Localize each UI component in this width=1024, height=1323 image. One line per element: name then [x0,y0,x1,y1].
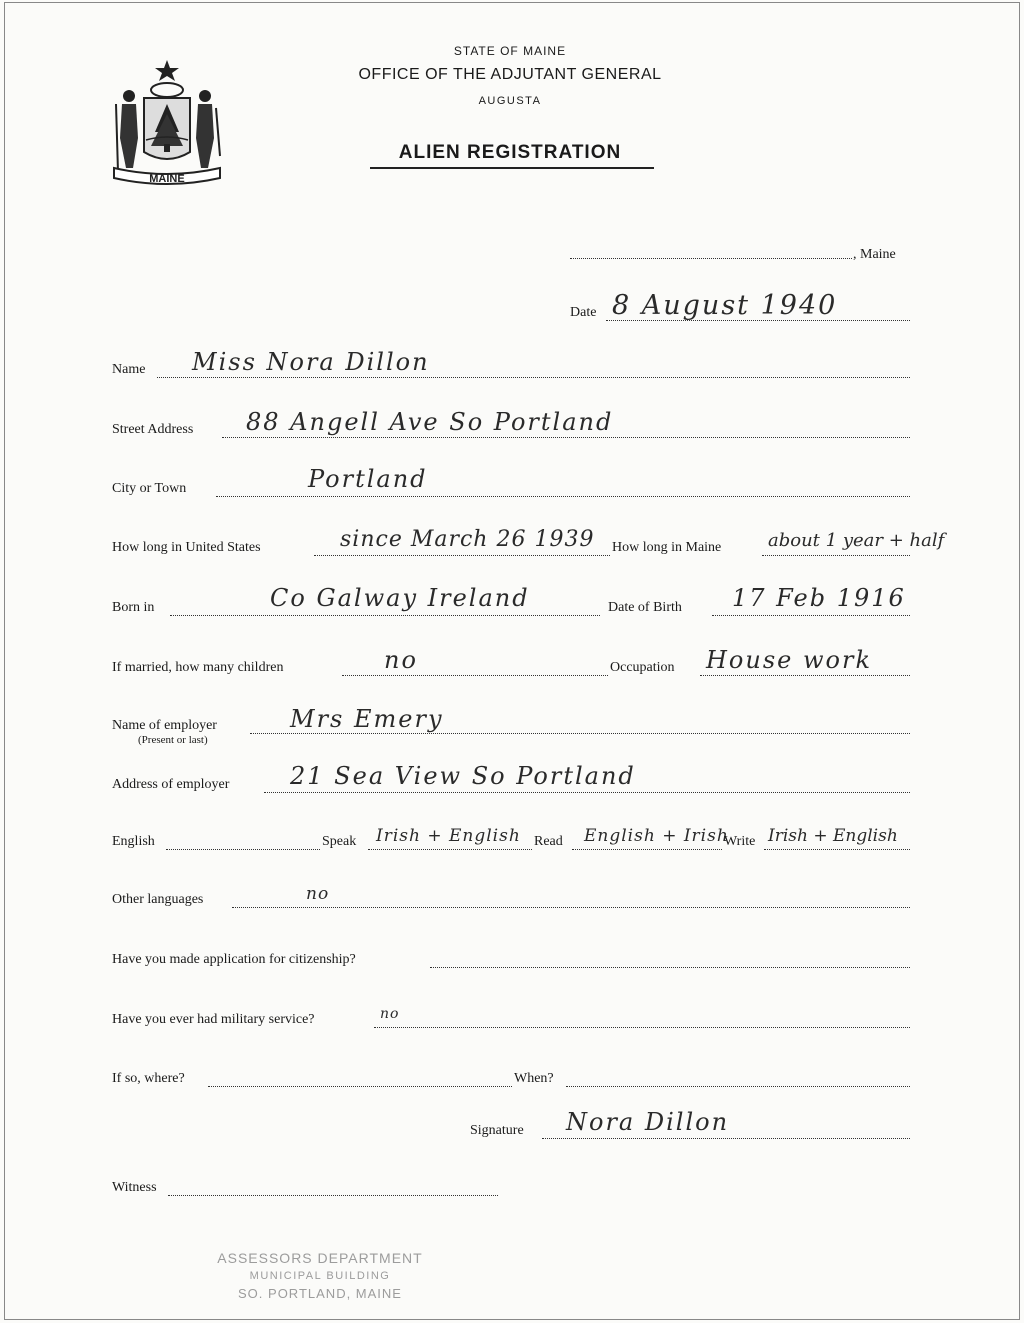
street-address-field[interactable] [222,437,910,438]
employer-name-field[interactable] [250,733,910,734]
date-label: Date [570,305,597,320]
other-languages-value: no [306,884,330,904]
stamp-building: MUNICIPAL BUILDING [249,1270,391,1282]
street-address-label: Street Address [112,422,194,437]
signature-field[interactable] [542,1138,910,1139]
where-label: If so, where? [112,1071,185,1086]
stamp-city: SO. PORTLAND, MAINE [238,1286,402,1301]
city-value: Portland [308,465,428,493]
signature-value: Nora Dillon [566,1108,730,1136]
us-duration-field[interactable] [314,555,610,556]
maine-duration-value: about 1 year + half [768,530,945,551]
born-in-label: Born in [112,600,155,615]
children-value: no [384,646,418,674]
when-label: When? [514,1071,554,1086]
title-underline [370,167,654,169]
place-field[interactable] [570,258,852,259]
employer-name-sublabel: (Present or last) [138,734,208,746]
write-value: Irish + English [768,826,898,846]
military-value: no [380,1006,400,1022]
speak-value: Irish + English [376,826,521,846]
header-state: STATE OF MAINE [453,44,567,58]
witness-label: Witness [112,1180,157,1195]
city-field[interactable] [216,496,910,497]
stamp-department: ASSESSORS DEPARTMENT [217,1250,423,1266]
read-value: English + Irish [584,826,729,846]
city-label: City or Town [112,481,187,496]
employer-address-label: Address of employer [112,777,230,792]
children-field[interactable] [342,675,608,676]
maine-state-seal [108,56,226,192]
name-value: Miss Nora Dillon [192,348,430,376]
military-label: Have you ever had military service? [112,1012,315,1027]
place-suffix: , Maine [853,247,896,262]
signature-label: Signature [470,1123,524,1138]
date-of-birth-field[interactable] [712,615,910,616]
header-city: AUGUSTA [478,95,542,107]
speak-label: Speak [322,834,357,849]
write-field[interactable] [764,849,910,850]
born-in-field[interactable] [170,615,600,616]
read-label: Read [534,834,563,849]
other-languages-label: Other languages [112,892,204,907]
when-field[interactable] [566,1086,910,1087]
name-label: Name [112,362,146,377]
us-duration-value: since March 26 1939 [340,527,595,552]
date-of-birth-value: 17 Feb 1916 [732,584,906,612]
maine-duration-label: How long in Maine [612,540,722,555]
header-office: OFFICE OF THE ADJUTANT GENERAL [358,66,662,83]
english-field[interactable] [166,849,320,850]
write-label: Write [724,834,756,849]
employer-address-field[interactable] [264,792,910,793]
english-label: English [112,834,155,849]
military-field[interactable] [374,1027,910,1028]
speak-field[interactable] [368,849,532,850]
us-duration-label: How long in United States [112,540,261,555]
children-label: If married, how many children [112,660,284,675]
name-field[interactable] [157,377,910,378]
citizenship-field[interactable] [430,967,910,968]
maine-duration-field[interactable] [762,555,910,556]
occupation-label: Occupation [610,660,675,675]
seal-banner-text: MAINE [149,173,185,185]
born-in-value: Co Galway Ireland [270,584,530,612]
form-title: ALIEN REGISTRATION [398,142,622,163]
citizenship-label: Have you made application for citizenship? [112,952,356,967]
employer-name-value: Mrs Emery [290,705,444,733]
employer-address-value: 21 Sea View So Portland [290,762,636,790]
street-address-value: 88 Angell Ave So Portland [246,408,614,436]
date-value: 8 August 1940 [612,290,838,321]
employer-name-label: Name of employer [112,718,217,733]
read-field[interactable] [572,849,722,850]
other-languages-field[interactable] [232,907,910,908]
occupation-field[interactable] [700,675,910,676]
date-of-birth-label: Date of Birth [608,600,682,615]
occupation-value: House work [706,646,872,674]
where-field[interactable] [208,1086,512,1087]
witness-field[interactable] [168,1195,498,1196]
